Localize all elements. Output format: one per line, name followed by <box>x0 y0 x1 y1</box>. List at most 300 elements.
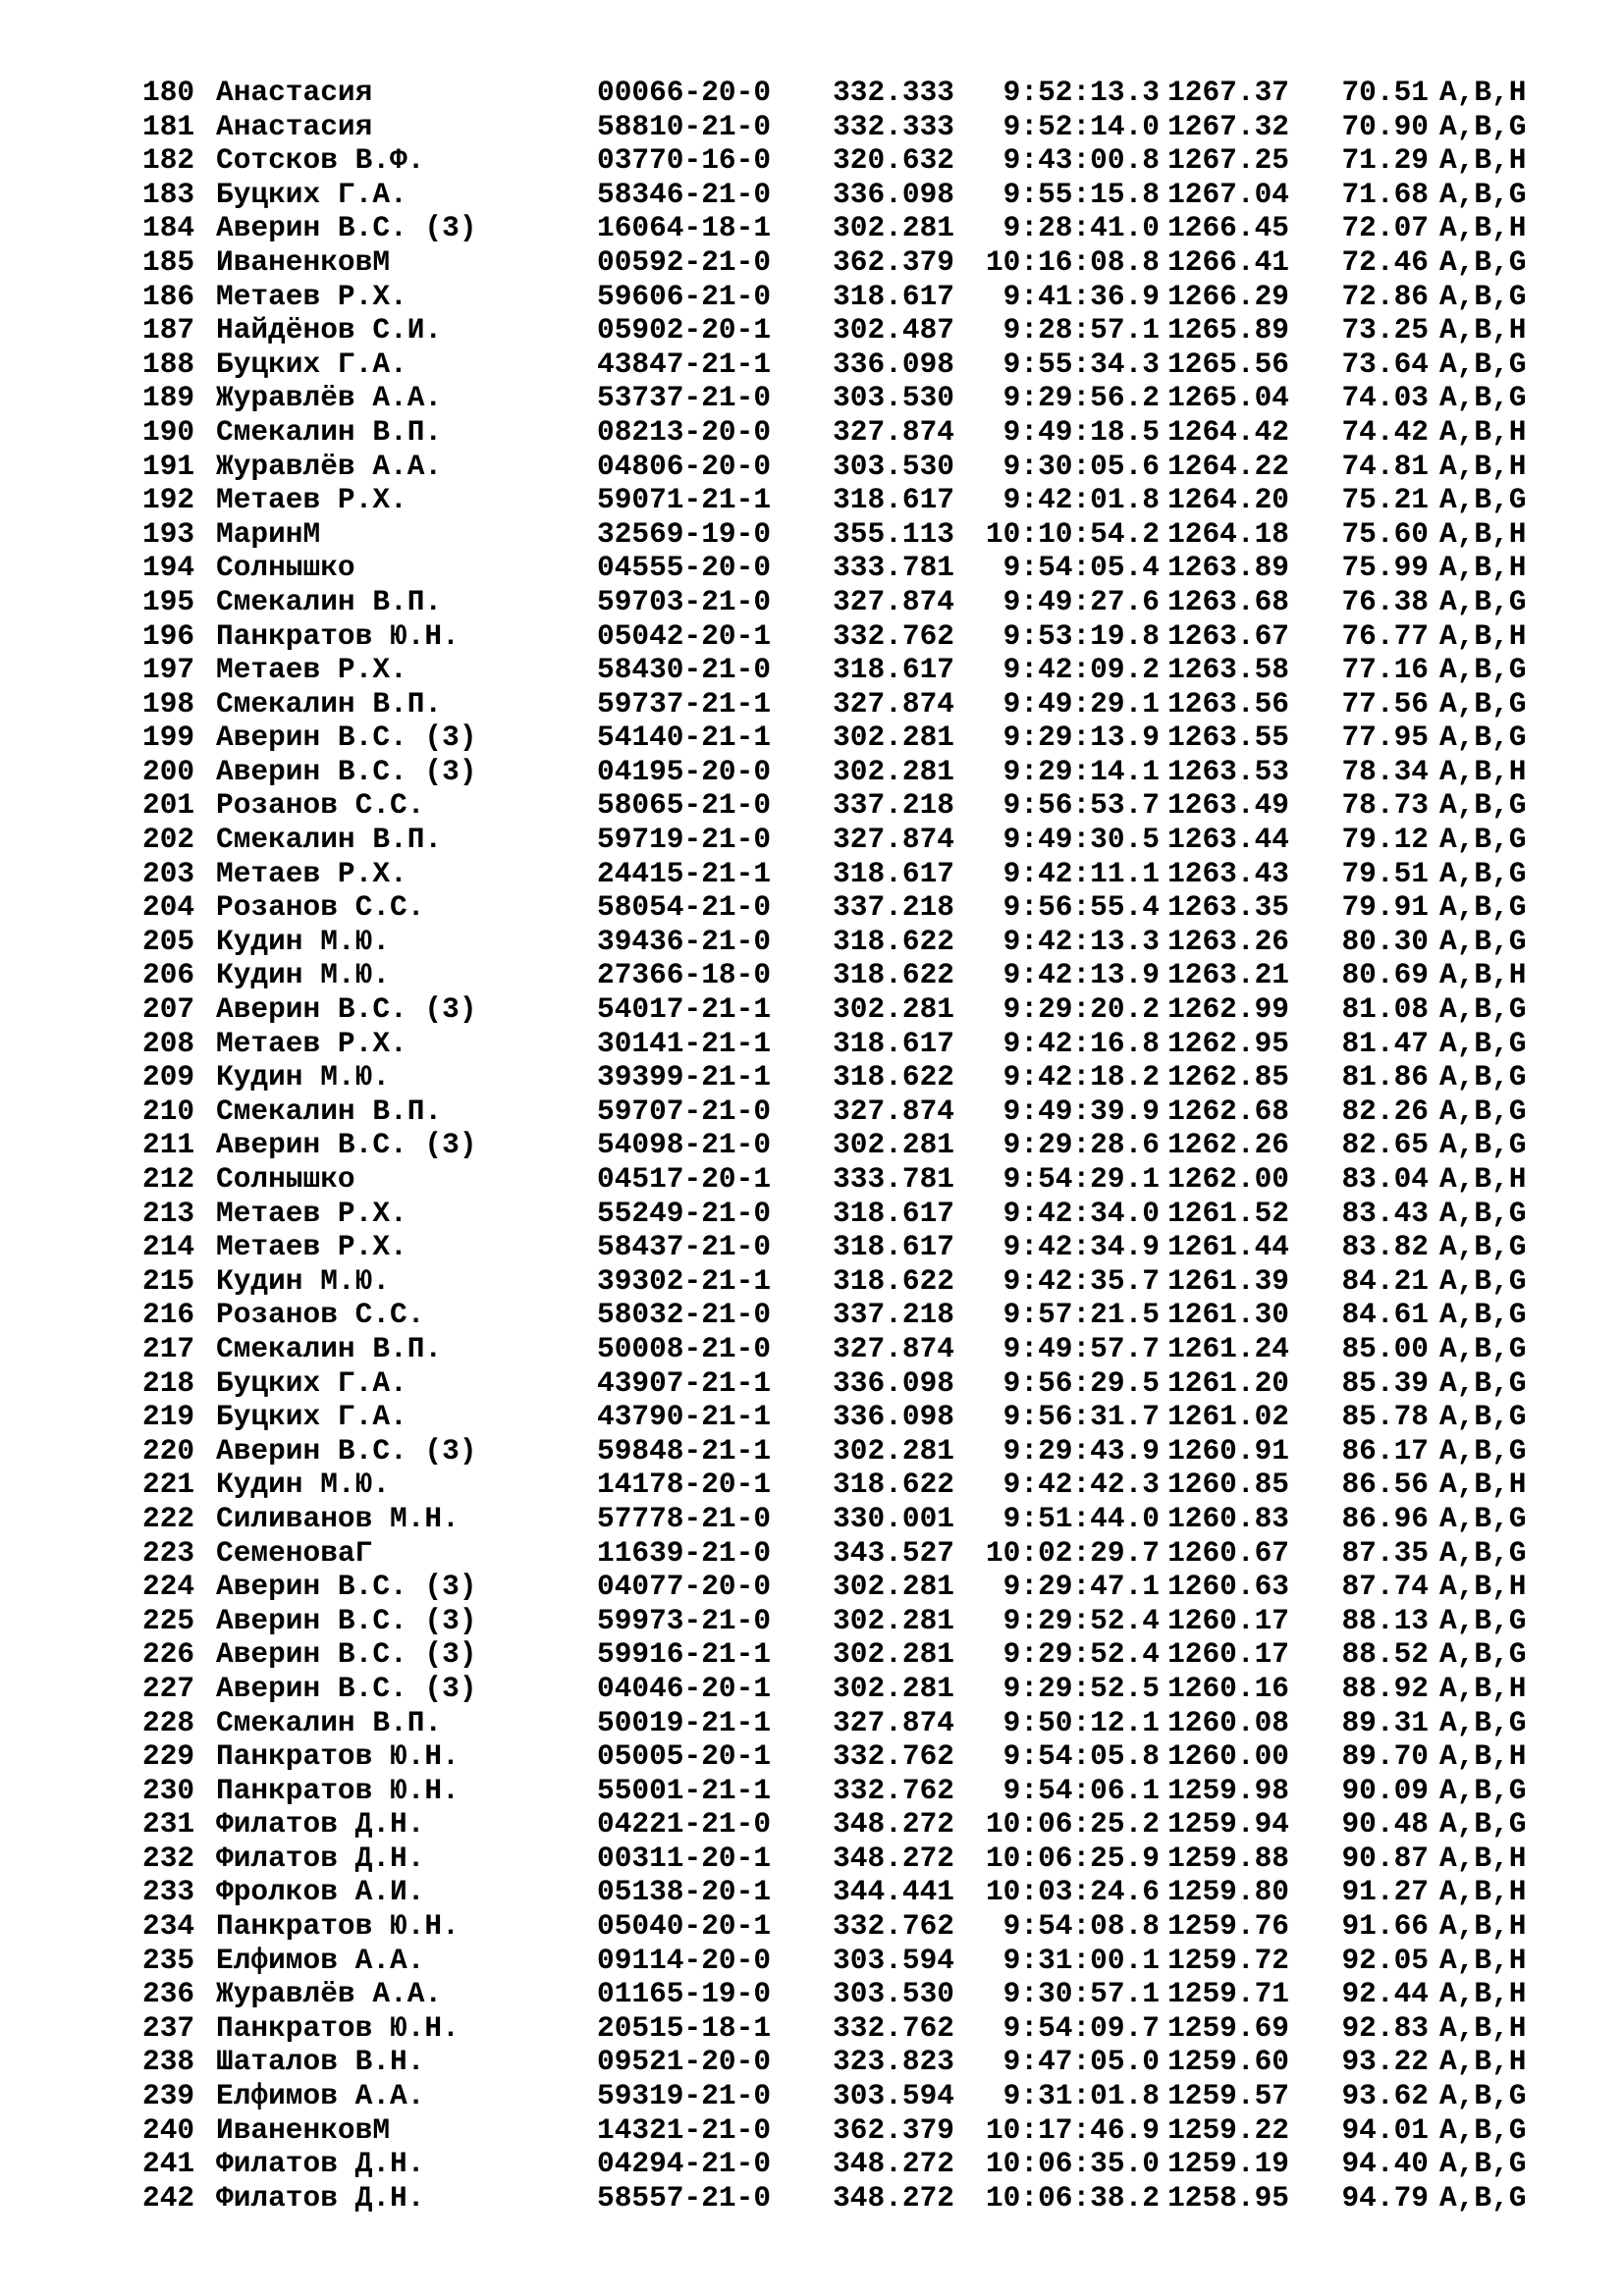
flags-value: A,B,G <box>1439 347 1527 381</box>
speed-value: 1260.85 <box>1167 1468 1289 1502</box>
flags-value: A,B,H <box>1439 1841 1527 1875</box>
arrival-time: 9:56:53.7 <box>1002 788 1160 823</box>
fancier-name: Аверин В.С. (3) <box>216 1570 477 1604</box>
distance-km: 336.098 <box>833 1365 954 1400</box>
percent-value: 92.83 <box>1341 2010 1429 2045</box>
result-place: 196 <box>142 618 195 653</box>
distance-km: 348.272 <box>833 1841 954 1875</box>
speed-value: 1259.72 <box>1167 1943 1289 1977</box>
ring-number: 00311-20-1 <box>597 1841 772 1875</box>
arrival-time: 9:42:11.1 <box>1002 856 1160 890</box>
speed-value: 1259.69 <box>1167 2010 1289 2045</box>
ring-number: 58430-21-0 <box>597 653 772 687</box>
arrival-time: 9:42:16.8 <box>1002 1026 1160 1060</box>
flags-value: A,B,G <box>1439 1026 1527 1060</box>
result-place: 188 <box>142 347 195 381</box>
distance-km: 332.762 <box>833 618 954 653</box>
distance-km: 302.281 <box>833 1128 954 1162</box>
fancier-name: Журавлёв А.А. <box>216 449 443 483</box>
speed-value: 1267.25 <box>1167 143 1289 178</box>
result-place: 183 <box>142 177 195 211</box>
flags-value: A,B,G <box>1439 1094 1527 1128</box>
ring-number: 59703-21-0 <box>597 584 772 618</box>
distance-km: 323.823 <box>833 2045 954 2079</box>
result-place: 194 <box>142 551 195 585</box>
speed-value: 1260.08 <box>1167 1705 1289 1739</box>
percent-value: 94.79 <box>1341 2180 1429 2215</box>
fancier-name: Найдёнов С.И. <box>216 313 443 347</box>
percent-value: 86.56 <box>1341 1468 1429 1502</box>
arrival-time: 9:49:29.1 <box>1002 686 1160 721</box>
result-place: 185 <box>142 244 195 279</box>
distance-km: 332.762 <box>833 1909 954 1944</box>
speed-value: 1266.29 <box>1167 279 1289 313</box>
flags-value: A,B,H <box>1439 1875 1527 1909</box>
arrival-time: 9:56:31.7 <box>1002 1400 1160 1434</box>
percent-value: 77.56 <box>1341 686 1429 721</box>
percent-value: 73.25 <box>1341 313 1429 347</box>
fancier-name: ИваненковМ <box>216 2112 391 2147</box>
percent-value: 73.64 <box>1341 347 1429 381</box>
result-place: 204 <box>142 890 195 925</box>
flags-value: A,B,G <box>1439 381 1527 415</box>
fancier-name: Метаев Р.Х. <box>216 1230 407 1264</box>
flags-value: A,B,G <box>1439 1196 1527 1230</box>
arrival-time: 9:49:18.5 <box>1002 414 1160 449</box>
speed-value: 1263.58 <box>1167 653 1289 687</box>
speed-value: 1263.89 <box>1167 551 1289 585</box>
ring-number: 39399-21-1 <box>597 1060 772 1095</box>
ring-number: 05902-20-1 <box>597 313 772 347</box>
arrival-time: 9:57:21.5 <box>1002 1298 1160 1332</box>
ring-number: 03770-16-0 <box>597 143 772 178</box>
fancier-name: Анастасия <box>216 109 373 143</box>
speed-value: 1260.83 <box>1167 1501 1289 1535</box>
fancier-name: Панкратов Ю.Н. <box>216 618 460 653</box>
percent-value: 91.66 <box>1341 1909 1429 1944</box>
fancier-name: Смекалин В.П. <box>216 1094 443 1128</box>
arrival-time: 9:29:43.9 <box>1002 1433 1160 1468</box>
speed-value: 1264.22 <box>1167 449 1289 483</box>
speed-value: 1260.16 <box>1167 1671 1289 1705</box>
ring-number: 58437-21-0 <box>597 1230 772 1264</box>
ring-number: 58346-21-0 <box>597 177 772 211</box>
speed-value: 1263.55 <box>1167 721 1289 755</box>
ring-number: 09521-20-0 <box>597 2045 772 2079</box>
distance-km: 302.281 <box>833 754 954 788</box>
ring-number: 01165-19-0 <box>597 1977 772 2011</box>
flags-value: A,B,G <box>1439 788 1527 823</box>
fancier-name: Солнышко <box>216 1162 355 1196</box>
speed-value: 1261.30 <box>1167 1298 1289 1332</box>
ring-number: 55001-21-1 <box>597 1773 772 1807</box>
arrival-time: 9:49:39.9 <box>1002 1094 1160 1128</box>
result-place: 192 <box>142 483 195 517</box>
distance-km: 332.762 <box>833 1773 954 1807</box>
speed-value: 1259.80 <box>1167 1875 1289 1909</box>
percent-value: 75.99 <box>1341 551 1429 585</box>
distance-km: 318.617 <box>833 856 954 890</box>
percent-value: 74.03 <box>1341 381 1429 415</box>
result-place: 226 <box>142 1637 195 1672</box>
speed-value: 1264.42 <box>1167 414 1289 449</box>
distance-km: 302.281 <box>833 1433 954 1468</box>
result-place: 219 <box>142 1400 195 1434</box>
arrival-time: 10:17:46.9 <box>985 2112 1160 2147</box>
ring-number: 54140-21-1 <box>597 721 772 755</box>
percent-value: 87.74 <box>1341 1570 1429 1604</box>
speed-value: 1262.68 <box>1167 1094 1289 1128</box>
fancier-name: Метаев Р.Х. <box>216 1026 407 1060</box>
arrival-time: 9:49:27.6 <box>1002 584 1160 618</box>
percent-value: 74.81 <box>1341 449 1429 483</box>
ring-number: 43907-21-1 <box>597 1365 772 1400</box>
arrival-time: 9:54:29.1 <box>1002 1162 1160 1196</box>
fancier-name: Панкратов Ю.Н. <box>216 2010 460 2045</box>
fancier-name: Анастасия <box>216 76 373 109</box>
speed-value: 1263.67 <box>1167 618 1289 653</box>
percent-value: 75.21 <box>1341 483 1429 517</box>
result-place: 228 <box>142 1705 195 1739</box>
percent-value: 86.17 <box>1341 1433 1429 1468</box>
arrival-time: 9:41:36.9 <box>1002 279 1160 313</box>
result-place: 240 <box>142 2112 195 2147</box>
flags-value: A,B,G <box>1439 1060 1527 1095</box>
result-place: 239 <box>142 2079 195 2113</box>
arrival-time: 9:42:18.2 <box>1002 1060 1160 1095</box>
ring-number: 59848-21-1 <box>597 1433 772 1468</box>
distance-km: 303.530 <box>833 449 954 483</box>
arrival-time: 9:29:56.2 <box>1002 381 1160 415</box>
percent-value: 72.07 <box>1341 211 1429 245</box>
distance-km: 318.617 <box>833 279 954 313</box>
ring-number: 43790-21-1 <box>597 1400 772 1434</box>
ring-number: 16064-18-1 <box>597 211 772 245</box>
percent-value: 83.82 <box>1341 1230 1429 1264</box>
speed-value: 1260.91 <box>1167 1433 1289 1468</box>
result-place: 197 <box>142 653 195 687</box>
distance-km: 302.281 <box>833 211 954 245</box>
fancier-name: ИваненковМ <box>216 244 391 279</box>
distance-km: 302.281 <box>833 1671 954 1705</box>
fancier-name: Журавлёв А.А. <box>216 381 443 415</box>
flags-value: A,B,G <box>1439 2180 1527 2215</box>
arrival-time: 9:42:01.8 <box>1002 483 1160 517</box>
ring-number: 08213-20-0 <box>597 414 772 449</box>
arrival-time: 10:06:35.0 <box>985 2147 1160 2181</box>
speed-value: 1267.32 <box>1167 109 1289 143</box>
speed-value: 1263.56 <box>1167 686 1289 721</box>
arrival-time: 9:29:13.9 <box>1002 721 1160 755</box>
percent-value: 86.96 <box>1341 1501 1429 1535</box>
distance-km: 318.617 <box>833 653 954 687</box>
speed-value: 1265.04 <box>1167 381 1289 415</box>
fancier-name: Аверин В.С. (3) <box>216 211 477 245</box>
result-place: 180 <box>142 76 195 109</box>
arrival-time: 9:42:34.0 <box>1002 1196 1160 1230</box>
fancier-name: Аверин В.С. (3) <box>216 992 477 1027</box>
result-place: 216 <box>142 1298 195 1332</box>
ring-number: 27366-18-0 <box>597 958 772 992</box>
result-place: 189 <box>142 381 195 415</box>
result-place: 210 <box>142 1094 195 1128</box>
result-place: 236 <box>142 1977 195 2011</box>
ring-number: 58032-21-0 <box>597 1298 772 1332</box>
result-place: 223 <box>142 1535 195 1570</box>
speed-value: 1261.39 <box>1167 1263 1289 1298</box>
percent-value: 89.31 <box>1341 1705 1429 1739</box>
fancier-name: Аверин В.С. (3) <box>216 721 477 755</box>
fancier-name: Буцких Г.А. <box>216 1365 407 1400</box>
result-place: 191 <box>142 449 195 483</box>
arrival-time: 9:54:06.1 <box>1002 1773 1160 1807</box>
flags-value: A,B,G <box>1439 1535 1527 1570</box>
percent-value: 80.30 <box>1341 924 1429 958</box>
fancier-name: Метаев Р.Х. <box>216 279 407 313</box>
ring-number: 04517-20-1 <box>597 1162 772 1196</box>
arrival-time: 9:54:05.8 <box>1002 1739 1160 1774</box>
distance-km: 330.001 <box>833 1501 954 1535</box>
fancier-name: Кудин М.Ю. <box>216 1060 391 1095</box>
ring-number: 59737-21-1 <box>597 686 772 721</box>
ring-number: 00066-20-0 <box>597 76 772 109</box>
percent-value: 83.43 <box>1341 1196 1429 1230</box>
flags-value: A,B,G <box>1439 1331 1527 1365</box>
arrival-time: 9:29:20.2 <box>1002 992 1160 1027</box>
speed-value: 1262.26 <box>1167 1128 1289 1162</box>
result-place: 215 <box>142 1263 195 1298</box>
percent-value: 81.47 <box>1341 1026 1429 1060</box>
speed-value: 1259.22 <box>1167 2112 1289 2147</box>
flags-value: A,B,H <box>1439 1943 1527 1977</box>
distance-km: 318.617 <box>833 1026 954 1060</box>
ring-number: 04294-21-0 <box>597 2147 772 2181</box>
result-place: 241 <box>142 2147 195 2181</box>
flags-value: A,B,G <box>1439 2147 1527 2181</box>
speed-value: 1267.04 <box>1167 177 1289 211</box>
ring-number: 05042-20-1 <box>597 618 772 653</box>
distance-km: 336.098 <box>833 347 954 381</box>
speed-value: 1261.02 <box>1167 1400 1289 1434</box>
percent-value: 75.60 <box>1341 516 1429 551</box>
result-place: 209 <box>142 1060 195 1095</box>
ring-number: 58054-21-0 <box>597 890 772 925</box>
ring-number: 59973-21-0 <box>597 1603 772 1637</box>
distance-km: 327.874 <box>833 686 954 721</box>
arrival-time: 9:28:41.0 <box>1002 211 1160 245</box>
percent-value: 79.51 <box>1341 856 1429 890</box>
percent-value: 89.70 <box>1341 1739 1429 1774</box>
ring-number: 30141-21-1 <box>597 1026 772 1060</box>
result-place: 205 <box>142 924 195 958</box>
result-place: 186 <box>142 279 195 313</box>
result-place: 224 <box>142 1570 195 1604</box>
ring-number: 04555-20-0 <box>597 551 772 585</box>
flags-value: A,B,H <box>1439 76 1527 109</box>
result-place: 221 <box>142 1468 195 1502</box>
ring-number: 55249-21-0 <box>597 1196 772 1230</box>
speed-value: 1262.85 <box>1167 1060 1289 1095</box>
ring-number: 50008-21-0 <box>597 1331 772 1365</box>
result-place: 199 <box>142 721 195 755</box>
distance-km: 327.874 <box>833 584 954 618</box>
percent-value: 84.61 <box>1341 1298 1429 1332</box>
flags-value: A,B,G <box>1439 2079 1527 2113</box>
arrival-time: 9:52:13.3 <box>1002 76 1160 109</box>
distance-km: 332.333 <box>833 109 954 143</box>
distance-km: 318.622 <box>833 1263 954 1298</box>
percent-value: 70.51 <box>1341 76 1429 109</box>
speed-value: 1263.21 <box>1167 958 1289 992</box>
distance-km: 327.874 <box>833 823 954 857</box>
arrival-time: 10:03:24.6 <box>985 1875 1160 1909</box>
arrival-time: 10:06:38.2 <box>985 2180 1160 2215</box>
flags-value: A,B,G <box>1439 1773 1527 1807</box>
percent-value: 71.29 <box>1341 143 1429 178</box>
flags-value: A,B,G <box>1439 1433 1527 1468</box>
fancier-name: Смекалин В.П. <box>216 414 443 449</box>
speed-value: 1259.57 <box>1167 2079 1289 2113</box>
flags-value: A,B,G <box>1439 279 1527 313</box>
arrival-time: 9:28:57.1 <box>1002 313 1160 347</box>
percent-value: 91.27 <box>1341 1875 1429 1909</box>
speed-value: 1259.98 <box>1167 1773 1289 1807</box>
percent-value: 77.16 <box>1341 653 1429 687</box>
flags-value: A,B,H <box>1439 2045 1527 2079</box>
flags-value: A,B,G <box>1439 1230 1527 1264</box>
percent-value: 88.92 <box>1341 1671 1429 1705</box>
flags-value: A,B,H <box>1439 516 1527 551</box>
ring-number: 32569-19-0 <box>597 516 772 551</box>
flags-value: A,B,G <box>1439 1298 1527 1332</box>
distance-km: 318.622 <box>833 958 954 992</box>
distance-km: 337.218 <box>833 1298 954 1332</box>
percent-value: 80.69 <box>1341 958 1429 992</box>
result-place: 214 <box>142 1230 195 1264</box>
ring-number: 20515-18-1 <box>597 2010 772 2045</box>
result-place: 235 <box>142 1943 195 1977</box>
distance-km: 302.281 <box>833 721 954 755</box>
flags-value: A,B,G <box>1439 992 1527 1027</box>
arrival-time: 9:52:14.0 <box>1002 109 1160 143</box>
ring-number: 53737-21-0 <box>597 381 772 415</box>
fancier-name: Филатов Д.Н. <box>216 1841 425 1875</box>
distance-km: 332.762 <box>833 1739 954 1774</box>
result-place: 212 <box>142 1162 195 1196</box>
fancier-name: Кудин М.Ю. <box>216 958 391 992</box>
fancier-name: Смекалин В.П. <box>216 686 443 721</box>
fancier-name: Кудин М.Ю. <box>216 924 391 958</box>
percent-value: 90.48 <box>1341 1807 1429 1842</box>
distance-km: 327.874 <box>833 1705 954 1739</box>
flags-value: A,B,H <box>1439 449 1527 483</box>
fancier-name: Аверин В.С. (3) <box>216 1671 477 1705</box>
result-place: 218 <box>142 1365 195 1400</box>
result-place: 181 <box>142 109 195 143</box>
speed-value: 1263.26 <box>1167 924 1289 958</box>
result-place: 229 <box>142 1739 195 1774</box>
percent-value: 76.38 <box>1341 584 1429 618</box>
flags-value: A,B,H <box>1439 1977 1527 2011</box>
arrival-time: 9:29:28.6 <box>1002 1128 1160 1162</box>
percent-value: 82.65 <box>1341 1128 1429 1162</box>
flags-value: A,B,H <box>1439 958 1527 992</box>
distance-km: 318.617 <box>833 1230 954 1264</box>
fancier-name: Филатов Д.Н. <box>216 2180 425 2215</box>
speed-value: 1261.44 <box>1167 1230 1289 1264</box>
speed-value: 1259.60 <box>1167 2045 1289 2079</box>
ring-number: 14321-21-0 <box>597 2112 772 2147</box>
arrival-time: 9:53:19.8 <box>1002 618 1160 653</box>
result-place: 238 <box>142 2045 195 2079</box>
fancier-name: Аверин В.С. (3) <box>216 1433 477 1468</box>
speed-value: 1262.95 <box>1167 1026 1289 1060</box>
arrival-time: 9:42:13.9 <box>1002 958 1160 992</box>
fancier-name: Панкратов Ю.Н. <box>216 1773 460 1807</box>
ring-number: 09114-20-0 <box>597 1943 772 1977</box>
percent-value: 83.04 <box>1341 1162 1429 1196</box>
result-place: 234 <box>142 1909 195 1944</box>
ring-number: 05005-20-1 <box>597 1739 772 1774</box>
percent-value: 74.42 <box>1341 414 1429 449</box>
distance-km: 337.218 <box>833 890 954 925</box>
fancier-name: Аверин В.С. (3) <box>216 754 477 788</box>
speed-value: 1266.45 <box>1167 211 1289 245</box>
percent-value: 88.13 <box>1341 1603 1429 1637</box>
ring-number: 58065-21-0 <box>597 788 772 823</box>
ring-number: 14178-20-1 <box>597 1468 772 1502</box>
arrival-time: 9:29:47.1 <box>1002 1570 1160 1604</box>
flags-value: A,B,H <box>1439 1739 1527 1774</box>
flags-value: A,B,G <box>1439 1807 1527 1842</box>
distance-km: 332.762 <box>833 2010 954 2045</box>
fancier-name: Кудин М.Ю. <box>216 1468 391 1502</box>
flags-value: A,B,H <box>1439 1671 1527 1705</box>
flags-value: A,B,G <box>1439 1637 1527 1672</box>
flags-value: A,B,H <box>1439 414 1527 449</box>
arrival-time: 10:02:29.7 <box>985 1535 1160 1570</box>
distance-km: 336.098 <box>833 177 954 211</box>
result-place: 231 <box>142 1807 195 1842</box>
speed-value: 1262.00 <box>1167 1162 1289 1196</box>
flags-value: A,B,G <box>1439 1128 1527 1162</box>
arrival-time: 9:29:52.4 <box>1002 1603 1160 1637</box>
fancier-name: Шаталов В.Н. <box>216 2045 425 2079</box>
ring-number: 59606-21-0 <box>597 279 772 313</box>
ring-number: 04195-20-0 <box>597 754 772 788</box>
distance-km: 303.530 <box>833 381 954 415</box>
speed-value: 1264.20 <box>1167 483 1289 517</box>
distance-km: 303.530 <box>833 1977 954 2011</box>
arrival-time: 9:54:05.4 <box>1002 551 1160 585</box>
result-place: 193 <box>142 516 195 551</box>
distance-km: 318.622 <box>833 1060 954 1095</box>
speed-value: 1263.35 <box>1167 890 1289 925</box>
speed-value: 1260.67 <box>1167 1535 1289 1570</box>
ring-number: 05138-20-1 <box>597 1875 772 1909</box>
flags-value: A,B,H <box>1439 1909 1527 1944</box>
arrival-time: 9:42:34.9 <box>1002 1230 1160 1264</box>
arrival-time: 9:47:05.0 <box>1002 2045 1160 2079</box>
arrival-time: 9:29:52.5 <box>1002 1671 1160 1705</box>
fancier-name: Кудин М.Ю. <box>216 1263 391 1298</box>
ring-number: 54098-21-0 <box>597 1128 772 1162</box>
fancier-name: Силиванов М.Н. <box>216 1501 460 1535</box>
distance-km: 333.781 <box>833 1162 954 1196</box>
ring-number: 04221-21-0 <box>597 1807 772 1842</box>
flags-value: A,B,G <box>1439 823 1527 857</box>
flags-value: A,B,H <box>1439 211 1527 245</box>
